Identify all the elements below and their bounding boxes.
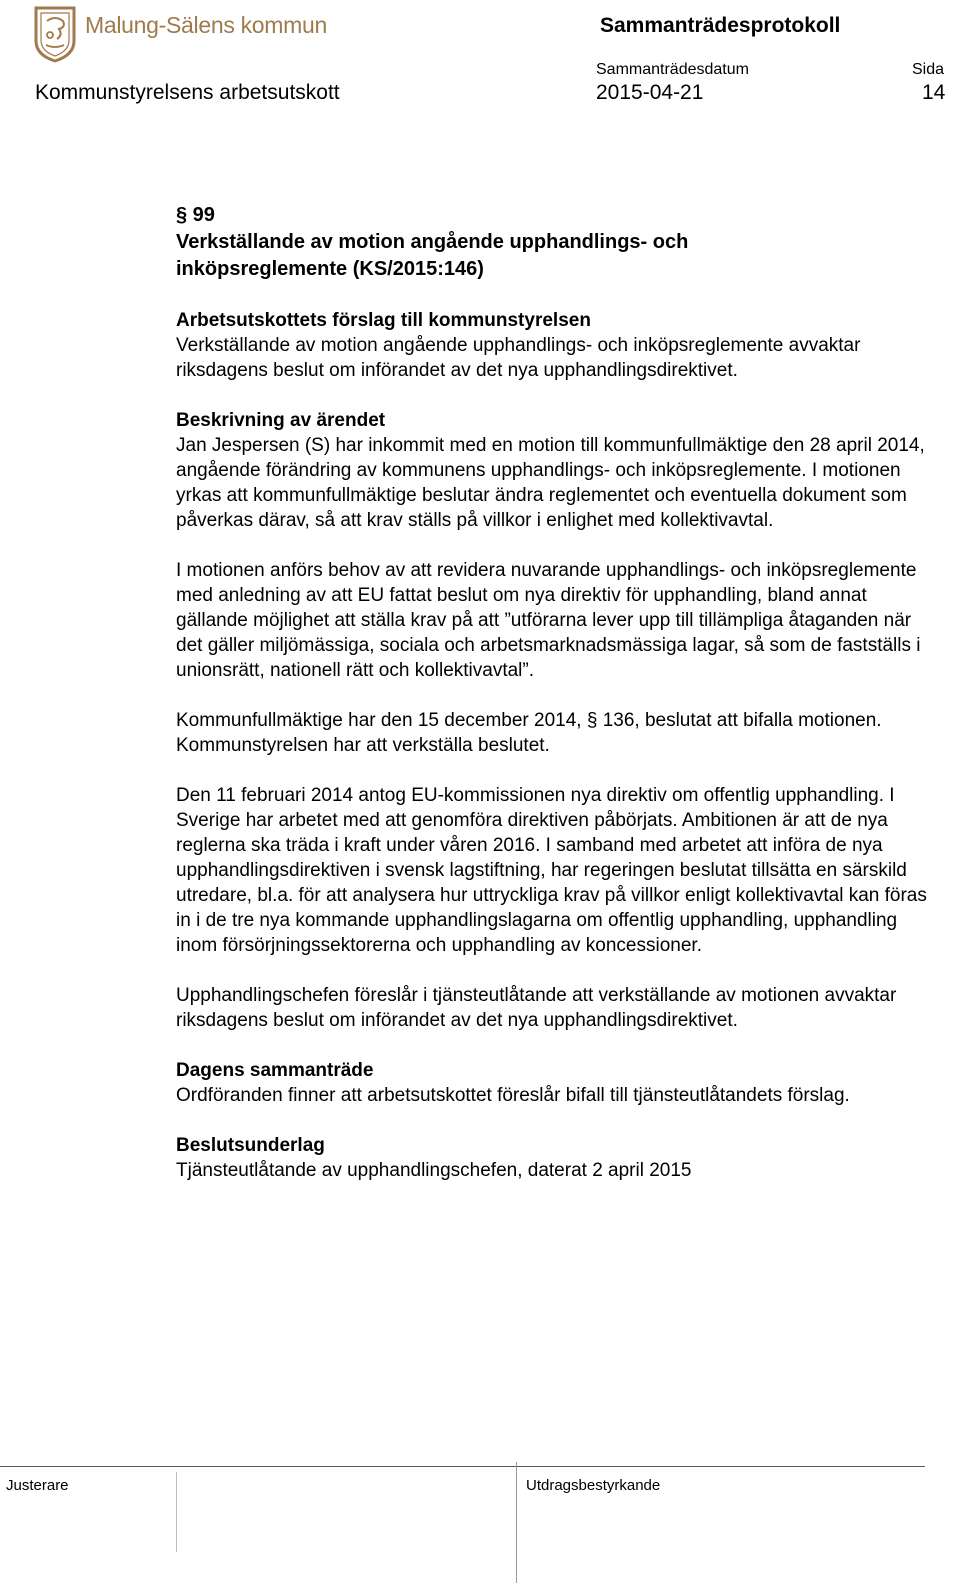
- municipality-logo: [33, 5, 327, 63]
- item-title-line-1: Verkställande av motion angående upphandlings- och: [176, 231, 689, 253]
- paragraph-motion-reasons: I motionen anförs behov av att revidera nuvarande upphandlings- och inköpsreglemente med anledning av att EU fattat beslut om nya direktiv för upphandling, bland annat gällande möjlighet att ställa krav på att ”utförarna lever upp till tillämpliga åtaganden när det gäller miljömässiga, sociala och arbetsmarknadsmässiga lagar, så som de fastställs i unionsrätt, nationell rätt och kollektivavtal”.: [176, 560, 921, 681]
- basis-heading: Beslutsunderlag: [176, 1135, 325, 1156]
- description-heading: Beskrivning av ärendet: [176, 410, 386, 431]
- description-section: [176, 408, 936, 533]
- meeting-date: 2015-04-21: [596, 81, 704, 104]
- justerare-label: Justerare: [6, 1477, 69, 1494]
- basis-text: Tjänsteutlåtande av upphandlingschefen, daterat 2 april 2015: [176, 1160, 692, 1181]
- signature-box-divider: [176, 1472, 177, 1552]
- meeting-section: [176, 1058, 936, 1108]
- page-label: Sida: [912, 61, 945, 78]
- proposal-text: Verkställande av motion angående upphandlings- och inköpsreglemente avvaktar riksdagens beslut om införandet av det nya upphandlingsdirektivet.: [176, 335, 861, 381]
- org-name: Malung-Sälens kommun: [85, 11, 328, 38]
- basis-section: [176, 1133, 936, 1183]
- footer-divider: [0, 1466, 925, 1467]
- meeting-heading: Dagens sammanträde: [176, 1060, 374, 1081]
- utdrag-label: Utdragsbestyrkande: [526, 1477, 661, 1494]
- meeting-text: Ordföranden finner att arbetsutskottet föreslår bifall till tjänsteutlåtandets förslag.: [176, 1085, 850, 1106]
- proposal-section: [176, 308, 936, 383]
- document-body: [176, 202, 936, 1208]
- page-number: 14: [922, 81, 946, 104]
- paragraph-council-decision: Kommunfullmäktige har den 15 december 2014, § 136, beslutat att bifalla motionen. Kommunstyrelsen har att verkställa beslutet.: [176, 710, 882, 756]
- committee-name: Kommunstyrelsens arbetsutskott: [35, 81, 340, 104]
- proposal-heading: Arbetsutskottets förslag till kommunstyrelsen: [176, 310, 591, 331]
- date-label: Sammanträdesdatum: [596, 61, 749, 78]
- item-title: [176, 202, 936, 283]
- description-text: Jan Jespersen (S) har inkommit med en motion till kommunfullmäktige den 28 april 2014, angående förändring av kommunens upphandlings- och inköpsreglemente. I motionen yrkas att kommunfullmäktige beslutar ändra reglementet och eventuella dokument som påverkas därav, så att krav ställs på villkor i enlighet med kollektivavtal.: [176, 435, 925, 531]
- document-type: Sammanträdesprotokoll: [600, 14, 841, 37]
- shield-emblem-icon: [33, 5, 77, 63]
- paragraph-eu-directive: Den 11 februari 2014 antog EU-kommissionen nya direktiv om offentlig upphandling. I Sverige har arbetet med att genomföra direktiven påbörjats. Ambitionen är att de nya reglerna ska träda i kraft under våren 2016. I samband med arbetet att införa de nya upphandlingsdirektiven i svensk lagstiftning, har regeringen beslutat tillsätta en särskild utredare, bl.a. för att analysera hur uttryckliga krav på villkor enligt kollektivavtal kan föras in i de tre nya kommande upphandlingslagarna om offentlig upphandling, upphandling inom försörjningssektorerna och upphandling av koncessioner.: [176, 785, 927, 956]
- paragraph-procurement-proposal: Upphandlingschefen föreslår i tjänsteutlåtande att verkställande av motionen avvaktar riksdagens beslut om införandet av det nya upphandlingsdirektivet.: [176, 985, 897, 1031]
- footer-column-divider: [516, 1462, 517, 1583]
- item-title-line-2: inköpsreglemente (KS/2015:146): [176, 258, 484, 280]
- paragraph-number: § 99: [176, 204, 215, 226]
